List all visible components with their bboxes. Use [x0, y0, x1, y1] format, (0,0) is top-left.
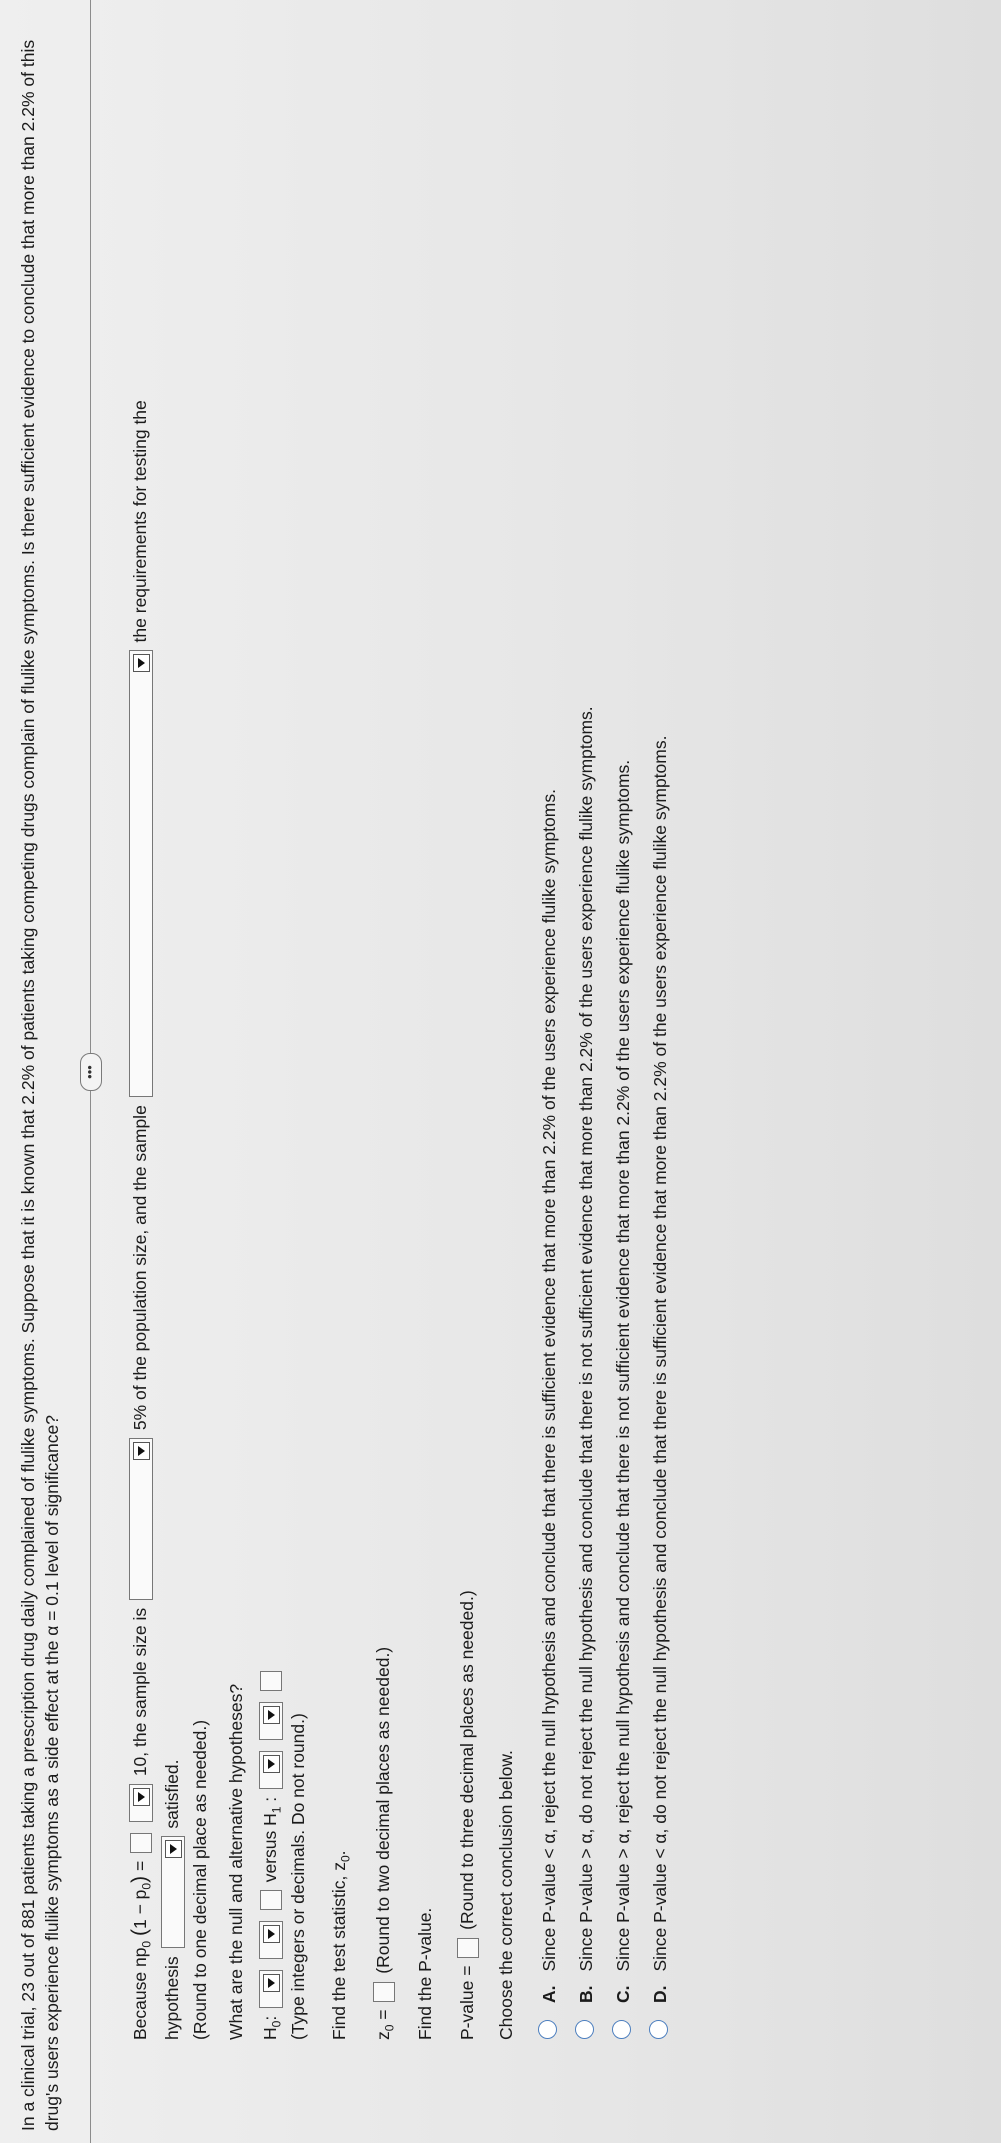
chevron-down-icon [263, 1925, 280, 1943]
close-paren: ) [128, 1875, 151, 1883]
np-answer-input[interactable] [130, 1833, 152, 1853]
requirements-label: the requirements for testing the [130, 400, 150, 643]
requirements-dropdown[interactable] [129, 650, 153, 1097]
h0-label: H [260, 2027, 280, 2040]
requirements-line [128, 400, 159, 2040]
h0-operator-dropdown[interactable] [259, 1921, 283, 1959]
z0-note: (Round to two decimal places as needed.) [373, 1646, 393, 1974]
h1-subscript: 1 [269, 1806, 284, 1814]
because-label: Because np [130, 1947, 150, 2040]
option-text: Since P-value < α, reject the null hypothesis and conclude that there is sufficient evidence that more than 2.2% of the users experience flulike symptoms. [539, 789, 559, 1972]
option-text: Since P-value > α, do not reject the null hypothesis and conclude that there is not sufficient evidence that more than 2.2% of the users experience flulike symptoms. [576, 706, 596, 1972]
h0-subscript: 0 [269, 2020, 284, 2028]
hypotheses-line [258, 1668, 289, 2040]
h0-value-input[interactable] [260, 1890, 282, 1910]
hypotheses-prompt: What are the null and alternative hypotheses? [226, 1683, 246, 2040]
expand-button[interactable]: ••• [80, 1053, 102, 1091]
chevron-down-icon [263, 1706, 280, 1724]
ten-label: 10, the sample size is [130, 1607, 150, 1777]
are-are-not-dropdown[interactable] [161, 1836, 185, 1948]
p0-subscript-2: 0 [139, 1882, 154, 1890]
one-minus-p0: 1 − p [130, 1889, 150, 1929]
chevron-down-icon [165, 1840, 182, 1858]
test-stat-label: Find the test statistic, z [329, 1862, 349, 2040]
chevron-down-icon [263, 1755, 280, 1773]
radio-button[interactable] [538, 2020, 557, 2039]
option-letter: A. [539, 1985, 559, 2003]
open-paren: ( [128, 1929, 151, 1936]
chevron-down-icon [263, 1974, 280, 1992]
chevron-down-icon [133, 1442, 150, 1460]
pvalue-prompt: Find the P-value. [415, 1907, 435, 2040]
h0-parameter-dropdown[interactable] [259, 1970, 283, 2008]
z0-equals: = [373, 2009, 393, 2025]
equals-sign: = [130, 1860, 150, 1876]
option-a[interactable] [537, 789, 561, 2003]
satisfied-label: satisfied. [162, 1759, 182, 1829]
five-pct-label: 5% of the population size, and the sample [130, 1105, 150, 1431]
h1-value-input[interactable] [260, 1671, 282, 1691]
option-b[interactable] [574, 706, 598, 2003]
radio-button[interactable] [649, 2020, 668, 2039]
option-letter: D. [650, 1985, 670, 2003]
conclusion-prompt: Choose the correct conclusion below. [496, 1750, 516, 2040]
z0-sub: 0 [382, 2024, 397, 2032]
hypothesis-line [160, 1760, 185, 2040]
pvalue-label: P-value = [457, 1965, 477, 2040]
versus-label: versus H [260, 1813, 280, 1883]
p0-subscript: 0 [139, 1940, 154, 1948]
h1-parameter-dropdown[interactable] [259, 1751, 283, 1789]
z0-subscript: 0 [338, 1855, 353, 1863]
option-text: Since P-value > α, reject the null hypothesis and conclude that there is not sufficient evidence that more than 2.2% of the users experience flulike symptoms. [613, 759, 633, 1972]
z0-input[interactable] [373, 1982, 395, 2002]
question-text: In a clinical trial, 23 out of 881 patients taking a prescription drug daily complained of flulike symptoms. Suppose that it is known that 2.2% of patients taking competing drugs complain of flulike symptoms. Is there sufficient evidence to conclude that more than 2.2% of this drug's users experience flulike symptoms as a side effect at the α = 0.1 level of significance? [18, 39, 62, 2131]
h1-colon: : [260, 1796, 280, 1807]
pvalue-line [455, 1590, 479, 2040]
option-letter: C. [613, 1985, 633, 2003]
h0-colon: : [260, 2015, 280, 2021]
option-d[interactable] [648, 736, 672, 2003]
option-letter: B. [576, 1985, 596, 2003]
z0-label: z [373, 2031, 393, 2040]
radio-button[interactable] [612, 2020, 631, 2039]
round-note-1: (Round to one decimal place as needed.) [190, 1719, 210, 2040]
option-c[interactable] [611, 760, 635, 2003]
test-stat-prompt [327, 1850, 358, 2040]
radio-button[interactable] [575, 2020, 594, 2039]
type-note: (Type integers or decimals. Do not round.) [288, 1713, 308, 2040]
hypothesis-label: hypothesis [162, 1956, 182, 2040]
z0-line [371, 1647, 402, 2040]
pvalue-note: (Round to three decimal places as needed.) [457, 1590, 477, 1930]
option-text: Since P-value < α, do not reject the null hypothesis and conclude that there is sufficient evidence that more than 2.2% of the users experience flulike symptoms. [650, 735, 670, 1972]
inequality-dropdown[interactable] [129, 1784, 153, 1822]
chevron-down-icon [133, 654, 150, 672]
h1-operator-dropdown[interactable] [259, 1702, 283, 1740]
pvalue-input[interactable] [457, 1938, 479, 1958]
test-stat-end: . [329, 1850, 349, 1856]
chevron-down-icon [133, 1788, 150, 1806]
sample-size-dropdown[interactable] [129, 1438, 153, 1600]
